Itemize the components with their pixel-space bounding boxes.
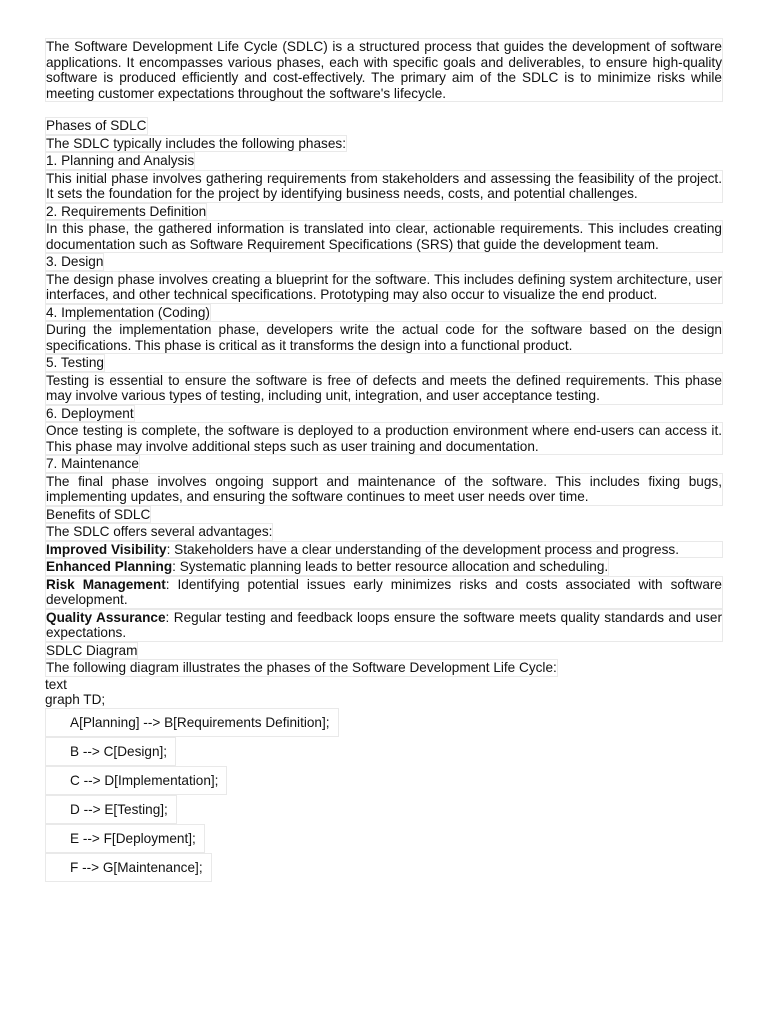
benefit-term: Improved Visibility (46, 541, 167, 557)
phase-body: Testing is essential to ensure the software is free of defects and meets the defined requirements. This phase may involve various types of testing, including unit, integration, and user acceptance testing. (46, 372, 722, 403)
benefit-item (45, 558, 609, 576)
document (45, 38, 723, 882)
phase-title: 5. Testing (46, 355, 104, 370)
spacer (45, 102, 723, 117)
diagram-intro: The following diagram illustrates the phases of the Software Development Life Cycle: (46, 660, 557, 675)
diagram-heading: SDLC Diagram (46, 642, 138, 658)
phase-body: Once testing is complete, the software is deployed to a production environment where end-users can access it. This phase may involve additional steps such as user training and documentation. (46, 423, 722, 454)
benefit-desc: : Identifying potential issues early minimizes risks and costs associated with software development. (46, 576, 722, 607)
code-line: A[Planning] --> B[Requirements Definition]; (45, 708, 339, 738)
phase-title: 6. Deployment (46, 405, 134, 421)
benefits-heading: Benefits of SDLC (46, 506, 151, 522)
code-line: B --> C[Design]; (45, 737, 176, 767)
code-language: text (45, 676, 67, 692)
benefit-desc: : Regular testing and feedback loops ensure the software meets quality standards and user expectations. (46, 609, 722, 640)
code-line: C --> D[Implementation]; (45, 766, 227, 796)
phase-body: During the implementation phase, developers write the actual code for the software based on the design specifications. This phase is critical as it transforms the design into a functional product. (46, 322, 722, 353)
phase-title: 2. Requirements Definition (46, 203, 207, 219)
phase-body: The design phase involves creating a blueprint for the software. This includes defining system architecture, user interfaces, and other technical specifications. Prototyping may also occur to visualize the end product. (46, 271, 722, 302)
benefit-item (45, 576, 723, 609)
intro-paragraph: The Software Development Life Cycle (SDLC) is a structured process that guides the development of software applications. It encompasses various phases, each with specific goals and deliverables, to ensure high-quality software is produced efficiently and cost-effectively. The primary aim of the SDLC is to minimize risks while meeting customer expectations throughout the software's lifecycle. (46, 39, 722, 101)
benefit-term: Quality Assurance (46, 609, 166, 625)
benefit-item (45, 609, 723, 642)
benefits-intro: The SDLC offers several advantages: (46, 524, 273, 539)
phase-body: The final phase involves ongoing support and maintenance of the software. This includes fixing bugs, implementing updates, and ensuring the software continues to meet user needs over time. (46, 473, 722, 504)
benefit-desc: : Systematic planning leads to better resource allocation and scheduling. (172, 559, 609, 574)
benefit-item (45, 541, 723, 559)
code-line: D --> E[Testing]; (45, 795, 177, 825)
code-line: E --> F[Deployment]; (45, 824, 205, 854)
benefit-term: Risk Management (46, 576, 166, 592)
benefit-term: Enhanced Planning (46, 559, 173, 574)
code-header: graph TD; (45, 692, 106, 707)
benefit-desc: : Stakeholders have a clear understanding of the development process and progress. (166, 541, 679, 557)
phases-intro: The SDLC typically includes the following phases: (46, 135, 346, 151)
phase-title: 1. Planning and Analysis (46, 153, 195, 168)
phase-body: This initial phase involves gathering requirements from stakeholders and assessing the feasibility of the project. It sets the foundation for the project by identifying business needs, costs, and potential challenges. (46, 170, 722, 201)
code-line: F --> G[Maintenance]; (45, 853, 212, 883)
phase-title: 3. Design (46, 254, 104, 269)
phase-body: In this phase, the gathered information is translated into clear, actionable requirements. This includes creating documentation such as Software Requirement Specifications (SRS) that guide the development team. (46, 221, 722, 252)
phases-heading: Phases of SDLC (46, 118, 147, 133)
phase-title: 7. Maintenance (46, 456, 139, 471)
phase-title: 4. Implementation (Coding) (46, 304, 210, 320)
